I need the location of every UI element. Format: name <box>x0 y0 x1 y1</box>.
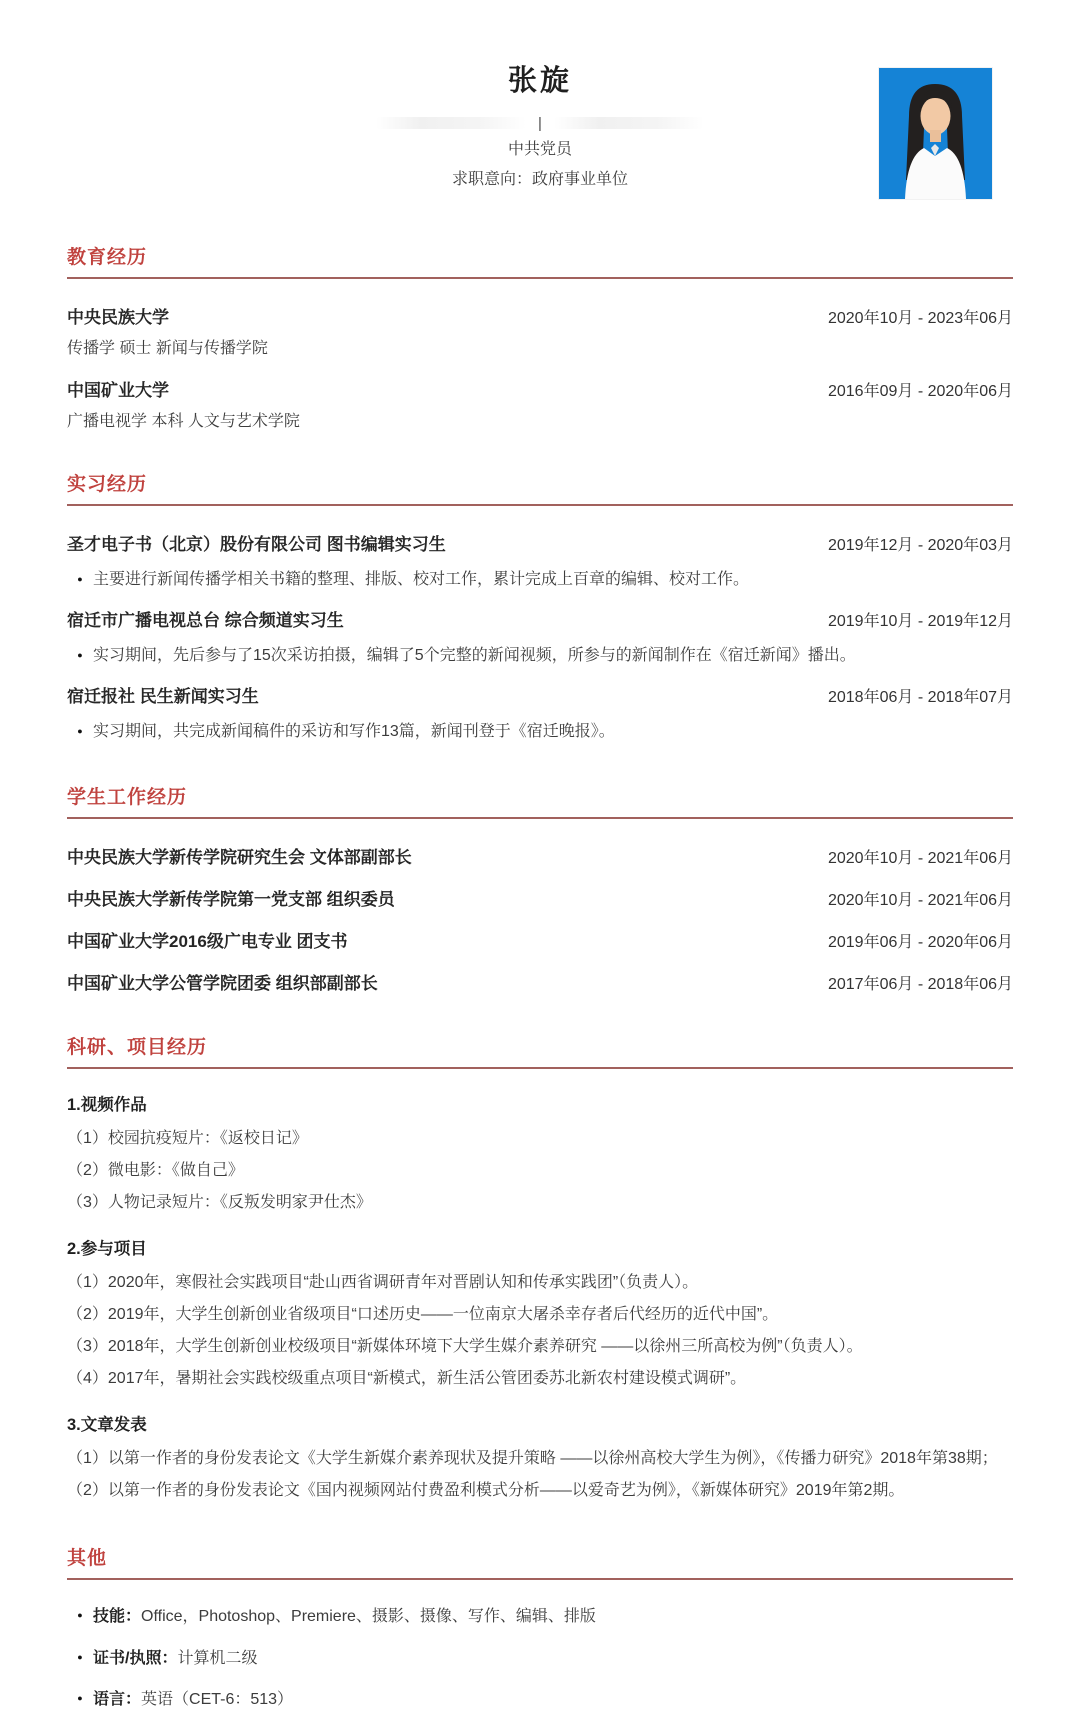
section-research <box>67 1032 1013 1505</box>
internship-item <box>67 606 1013 668</box>
other-value: 计算机二级 <box>177 1649 258 1667</box>
education-row <box>67 303 1013 328</box>
internship-title: 圣才电子书（北京）股份有限公司 图书编辑实习生 <box>67 535 446 555</box>
student-work-date: 2020年10月 - 2021年06月 <box>827 850 1013 868</box>
internship-row <box>67 606 1013 631</box>
research-line: （2）以第一作者的身份发表论文《国内视频网站付费盈利模式分析——以爱奇艺为例》，《新媒体研究》2019年第2期。 <box>67 1482 905 1500</box>
redacted-contact-right <box>554 117 704 129</box>
education-body <box>67 279 1013 431</box>
bullet-icon: ● <box>77 1651 83 1662</box>
other-item-skills <box>67 1604 1013 1630</box>
education-date: 2016年09月 - 2020年06月 <box>827 383 1013 401</box>
other-item-certificates <box>67 1646 1013 1672</box>
education-item <box>67 376 1013 431</box>
student-work-item <box>67 927 1013 952</box>
internship-bullet-text: 主要进行新闻传播学相关书籍的整理、排版、校对工作，累计完成上百章的编辑、校对工作。 <box>93 571 750 589</box>
research-group-publications <box>67 1411 1013 1505</box>
id-photo-graphic <box>879 68 992 199</box>
internship-title: 宿迁报社 民生新闻实习生 <box>67 687 259 707</box>
research-group-heading: 3.文章发表 <box>67 1416 147 1435</box>
bullet-icon: ● <box>77 726 83 737</box>
internship-body <box>67 506 1013 744</box>
bullet-icon: ● <box>77 574 83 585</box>
section-title-other: 其他 <box>67 1543 1013 1580</box>
research-line: （1）校园抗疫短片：《返校日记》 <box>67 1130 308 1148</box>
section-title-internship: 实习经历 <box>67 469 1013 506</box>
bullet-icon: ● <box>77 1610 83 1621</box>
internship-date: 2019年12月 - 2020年03月 <box>827 537 1013 555</box>
redacted-contact-left <box>376 117 526 129</box>
student-work-date: 2019年06月 - 2020年06月 <box>827 934 1013 952</box>
student-work-body <box>67 819 1013 994</box>
research-body <box>67 1069 1013 1505</box>
internship-bullet-text: 实习期间，共完成新闻稿件的采访和写作13篇，新闻刊登于《宿迁晚报》。 <box>93 723 615 741</box>
internship-bullet <box>67 568 1013 592</box>
research-group-heading: 2.参与项目 <box>67 1240 147 1259</box>
education-detail: 广播电视学 本科 人文与艺术学院 <box>67 413 300 431</box>
internship-bullet <box>67 720 1013 744</box>
student-work-title: 中国矿业大学2016级广电专业 团支书 <box>67 932 348 952</box>
student-work-date: 2017年06月 - 2018年06月 <box>827 976 1013 994</box>
section-education <box>67 242 1013 431</box>
other-label: 证书/执照： <box>93 1649 178 1667</box>
section-title-student-work: 学生工作经历 <box>67 782 1013 819</box>
school-name: 中国矿业大学 <box>67 381 169 401</box>
research-line: （4）2017年，暑期社会实践校级重点项目“新模式，新生活公管团委苏北新农村建设模式调研”。 <box>67 1370 747 1388</box>
party-status: 中共党员 <box>507 141 572 158</box>
research-line: （1）2020年，寒假社会实践项目“赴山西省调研青年对晋剧认知和传承实践团”（负责人）。 <box>67 1274 699 1292</box>
section-other <box>67 1543 1013 1713</box>
internship-item <box>67 530 1013 592</box>
section-student-work <box>67 782 1013 994</box>
internship-row <box>67 682 1013 707</box>
student-work-title: 中国矿业大学公管学院团委 组织部副部长 <box>67 974 378 994</box>
other-value: 英语（CET-6：513） <box>141 1691 294 1709</box>
education-date: 2020年10月 - 2023年06月 <box>827 310 1013 328</box>
research-line: （3）2018年，大学生创新创业校级项目“新媒体环境下大学生媒介素养研究 ——以徐州三所高校为例”（负责人）。 <box>67 1338 863 1356</box>
education-row <box>67 376 1013 401</box>
internship-title: 宿迁市广播电视总台 综合频道实习生 <box>67 611 344 631</box>
education-detail: 传播学 硕士 新闻与传播学院 <box>67 340 268 358</box>
internship-date: 2018年06月 - 2018年07月 <box>827 689 1013 707</box>
research-line: （1）以第一作者的身份发表论文《大学生新媒介素养现状及提升策略 ——以徐州高校大学生为例》，《传播力研究》2018年第38期； <box>67 1450 998 1468</box>
student-work-item <box>67 843 1013 868</box>
other-value: Office，Photoshop、Premiere、摄影、摄像、写作、编辑、排版 <box>141 1608 596 1626</box>
job-objective: 求职意向：政府事业单位 <box>451 170 628 188</box>
research-group-videos <box>67 1091 1013 1217</box>
resume-header <box>0 0 1080 192</box>
student-work-item <box>67 885 1013 910</box>
contact-separator: | <box>538 114 542 132</box>
student-work-date: 2020年10月 - 2021年06月 <box>827 892 1013 910</box>
research-group-heading: 1.视频作品 <box>67 1096 147 1115</box>
bullet-icon: ● <box>77 650 83 661</box>
other-item-languages <box>67 1687 1013 1713</box>
internship-bullet-text: 实习期间，先后参与了15次采访拍摄，编辑了5个完整的新闻视频，所参与的新闻制作在《宿迁新闻》播出。 <box>93 647 856 665</box>
research-line: （3）人物记录短片：《反叛发明家尹仕杰》 <box>67 1194 372 1212</box>
section-title-research: 科研、项目经历 <box>67 1032 1013 1069</box>
research-line: （2）2019年，大学生创新创业省级项目“口述历史——一位南京大屠杀幸存者后代经历的近代中国”。 <box>67 1306 779 1324</box>
section-internship <box>67 469 1013 744</box>
internship-row <box>67 530 1013 555</box>
resume-content <box>0 242 1080 1713</box>
candidate-name: 张旋 <box>507 65 572 97</box>
research-group-projects <box>67 1235 1013 1393</box>
other-body <box>67 1580 1013 1713</box>
id-photo <box>879 68 992 199</box>
internship-bullet <box>67 644 1013 668</box>
student-work-title: 中央民族大学新传学院第一党支部 组织委员 <box>67 890 395 910</box>
internship-item <box>67 682 1013 744</box>
education-item <box>67 303 1013 358</box>
research-line: （2）微电影：《做自己》 <box>67 1162 244 1180</box>
school-name: 中央民族大学 <box>67 308 169 328</box>
bullet-icon: ● <box>77 1693 83 1704</box>
internship-date: 2019年10月 - 2019年12月 <box>827 613 1013 631</box>
student-work-title: 中央民族大学新传学院研究生会 文体部副部长 <box>67 848 412 868</box>
student-work-item <box>67 969 1013 994</box>
other-label: 语言： <box>93 1691 142 1709</box>
other-label: 技能： <box>93 1608 142 1626</box>
section-title-education: 教育经历 <box>67 242 1013 279</box>
